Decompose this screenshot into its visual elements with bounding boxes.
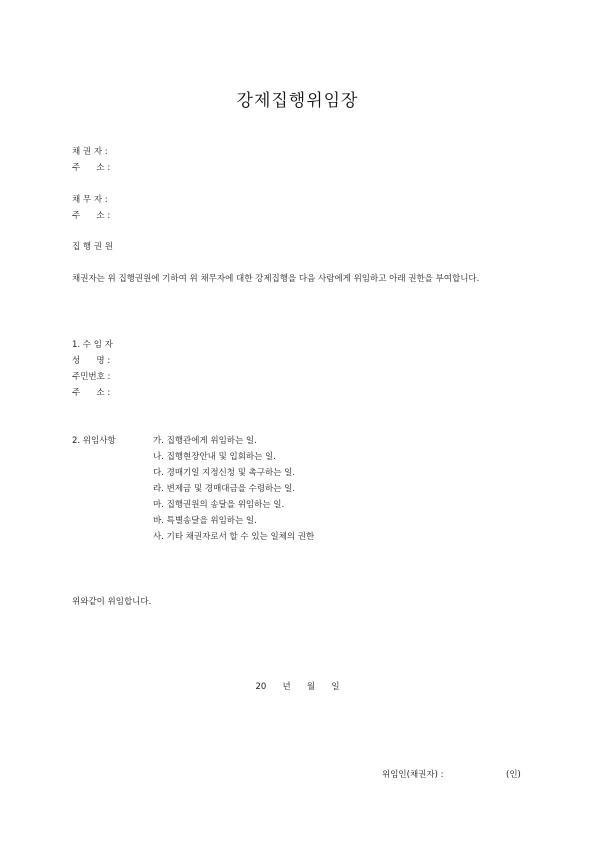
delegated-matter-item: 다. 경매기일 지정신청 및 촉구하는 일. — [153, 468, 296, 478]
delegated-matter-item: 마. 집행권원의 송달을 위임하는 일. — [153, 500, 285, 510]
delegated-matter-item: 나. 집행현장안내 및 입회하는 일. — [153, 452, 276, 462]
delegate-name-label: 성 명 : — [72, 356, 111, 366]
delegate-id-label: 주민번호 : — [72, 372, 111, 382]
creditor-name-label: 채 권 자 : — [72, 147, 108, 157]
debtor-address-label: 주 소 : — [72, 211, 111, 221]
document-title: 강제집행위임장 — [236, 91, 359, 111]
seal-mark: (인) — [506, 770, 521, 780]
debtor-name-label: 채 무 자 : — [72, 195, 108, 205]
delegated-matter-item: 가. 집행관에게 위임하는 일. — [153, 436, 257, 446]
delegated-matter-item: 사. 기타 채권자로서 할 수 있는 일체의 권한 — [153, 532, 315, 542]
delegate-address-label: 주 소 : — [72, 388, 111, 398]
delegation-statement: 채권자는 위 집행권원에 기하여 위 채무자에 대한 강제집행을 다음 사람에게 위임하고 아래 권한을 부여합니다. — [72, 274, 480, 284]
creditor-address-label: 주 소 : — [72, 163, 111, 173]
delegated-matter-item: 라. 변제금 및 경매대금을 수령하는 일. — [153, 484, 296, 494]
closing-statement: 위와같이 위임합니다. — [72, 597, 152, 607]
delegated-matter-item: 바. 특별송달을 위임하는 일. — [153, 516, 257, 526]
delegated-matters-heading: 2. 위임사항 — [72, 436, 116, 446]
signature-label: 위임인(채권자) : — [382, 770, 444, 780]
delegate-heading: 1. 수 임 자 — [72, 340, 113, 350]
date-line: 20 년 월 일 — [255, 682, 340, 692]
title-of-execution-label: 집 행 권 원 — [72, 242, 113, 252]
